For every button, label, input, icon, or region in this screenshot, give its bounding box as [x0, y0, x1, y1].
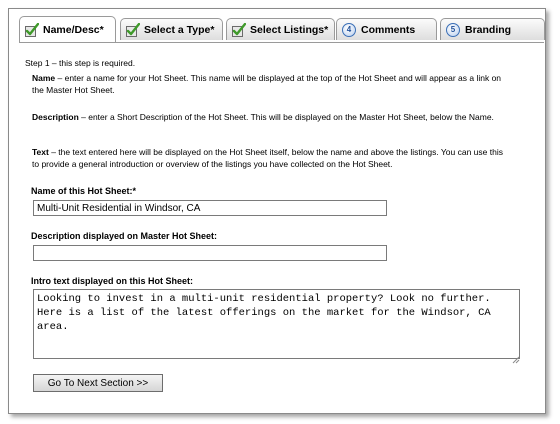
step-note: Step 1 – this step is required.: [25, 58, 136, 68]
next-section-button[interactable]: Go To Next Section >>: [33, 374, 163, 392]
check-icon: [126, 23, 140, 37]
help-name: [32, 72, 512, 96]
hot-sheet-name-input[interactable]: [33, 200, 387, 216]
help-term: Description: [32, 112, 79, 122]
tab-label: Comments: [361, 23, 416, 36]
step-number-badge: 4: [342, 23, 356, 37]
intro-text-area[interactable]: [33, 289, 520, 359]
description-input[interactable]: [33, 245, 387, 261]
wizard-tabs: [19, 14, 549, 43]
help-term: Text: [32, 147, 49, 157]
tab-label: Select Listings*: [250, 23, 329, 36]
help-text-section: [32, 146, 512, 170]
help-term: Name: [32, 73, 56, 83]
check-icon: [232, 23, 246, 37]
tab-divider: [19, 42, 544, 43]
name-field-label: Name of this Hot Sheet:*: [31, 186, 137, 196]
step-number-badge: 5: [446, 23, 460, 37]
tab-select-type[interactable]: [120, 18, 223, 40]
check-icon: [25, 23, 39, 37]
tab-label: Select a Type*: [144, 23, 215, 36]
tab-comments[interactable]: [336, 18, 437, 40]
tab-label: Branding: [465, 23, 512, 36]
description-field-label: Description displayed on Master Hot Sheet:: [31, 231, 218, 241]
help-text: – enter a name for your Hot Sheet. This name will be displayed at the top of the Hot Sheet and will appear as a link on the Master Hot Sheet.: [32, 73, 502, 95]
tab-branding[interactable]: [440, 18, 545, 40]
tab-label: Name/Desc*: [43, 23, 104, 36]
intro-field-label: Intro text displayed on this Hot Sheet:: [31, 276, 194, 286]
help-text: – enter a Short Description of the Hot Sheet. This will be displayed on the Master Hot Sheet, below the Name.: [78, 112, 494, 122]
help-text: – the text entered here will be displayed on the Hot Sheet itself, below the name and above the listings. You can use this to provide a general introduction or overview of the listings you have collected on the Hot Sheet.: [32, 147, 503, 169]
resize-grip-icon[interactable]: [512, 351, 520, 359]
tab-select-listings[interactable]: [226, 18, 335, 40]
help-description: [32, 111, 512, 123]
tab-name-desc[interactable]: [19, 16, 116, 42]
